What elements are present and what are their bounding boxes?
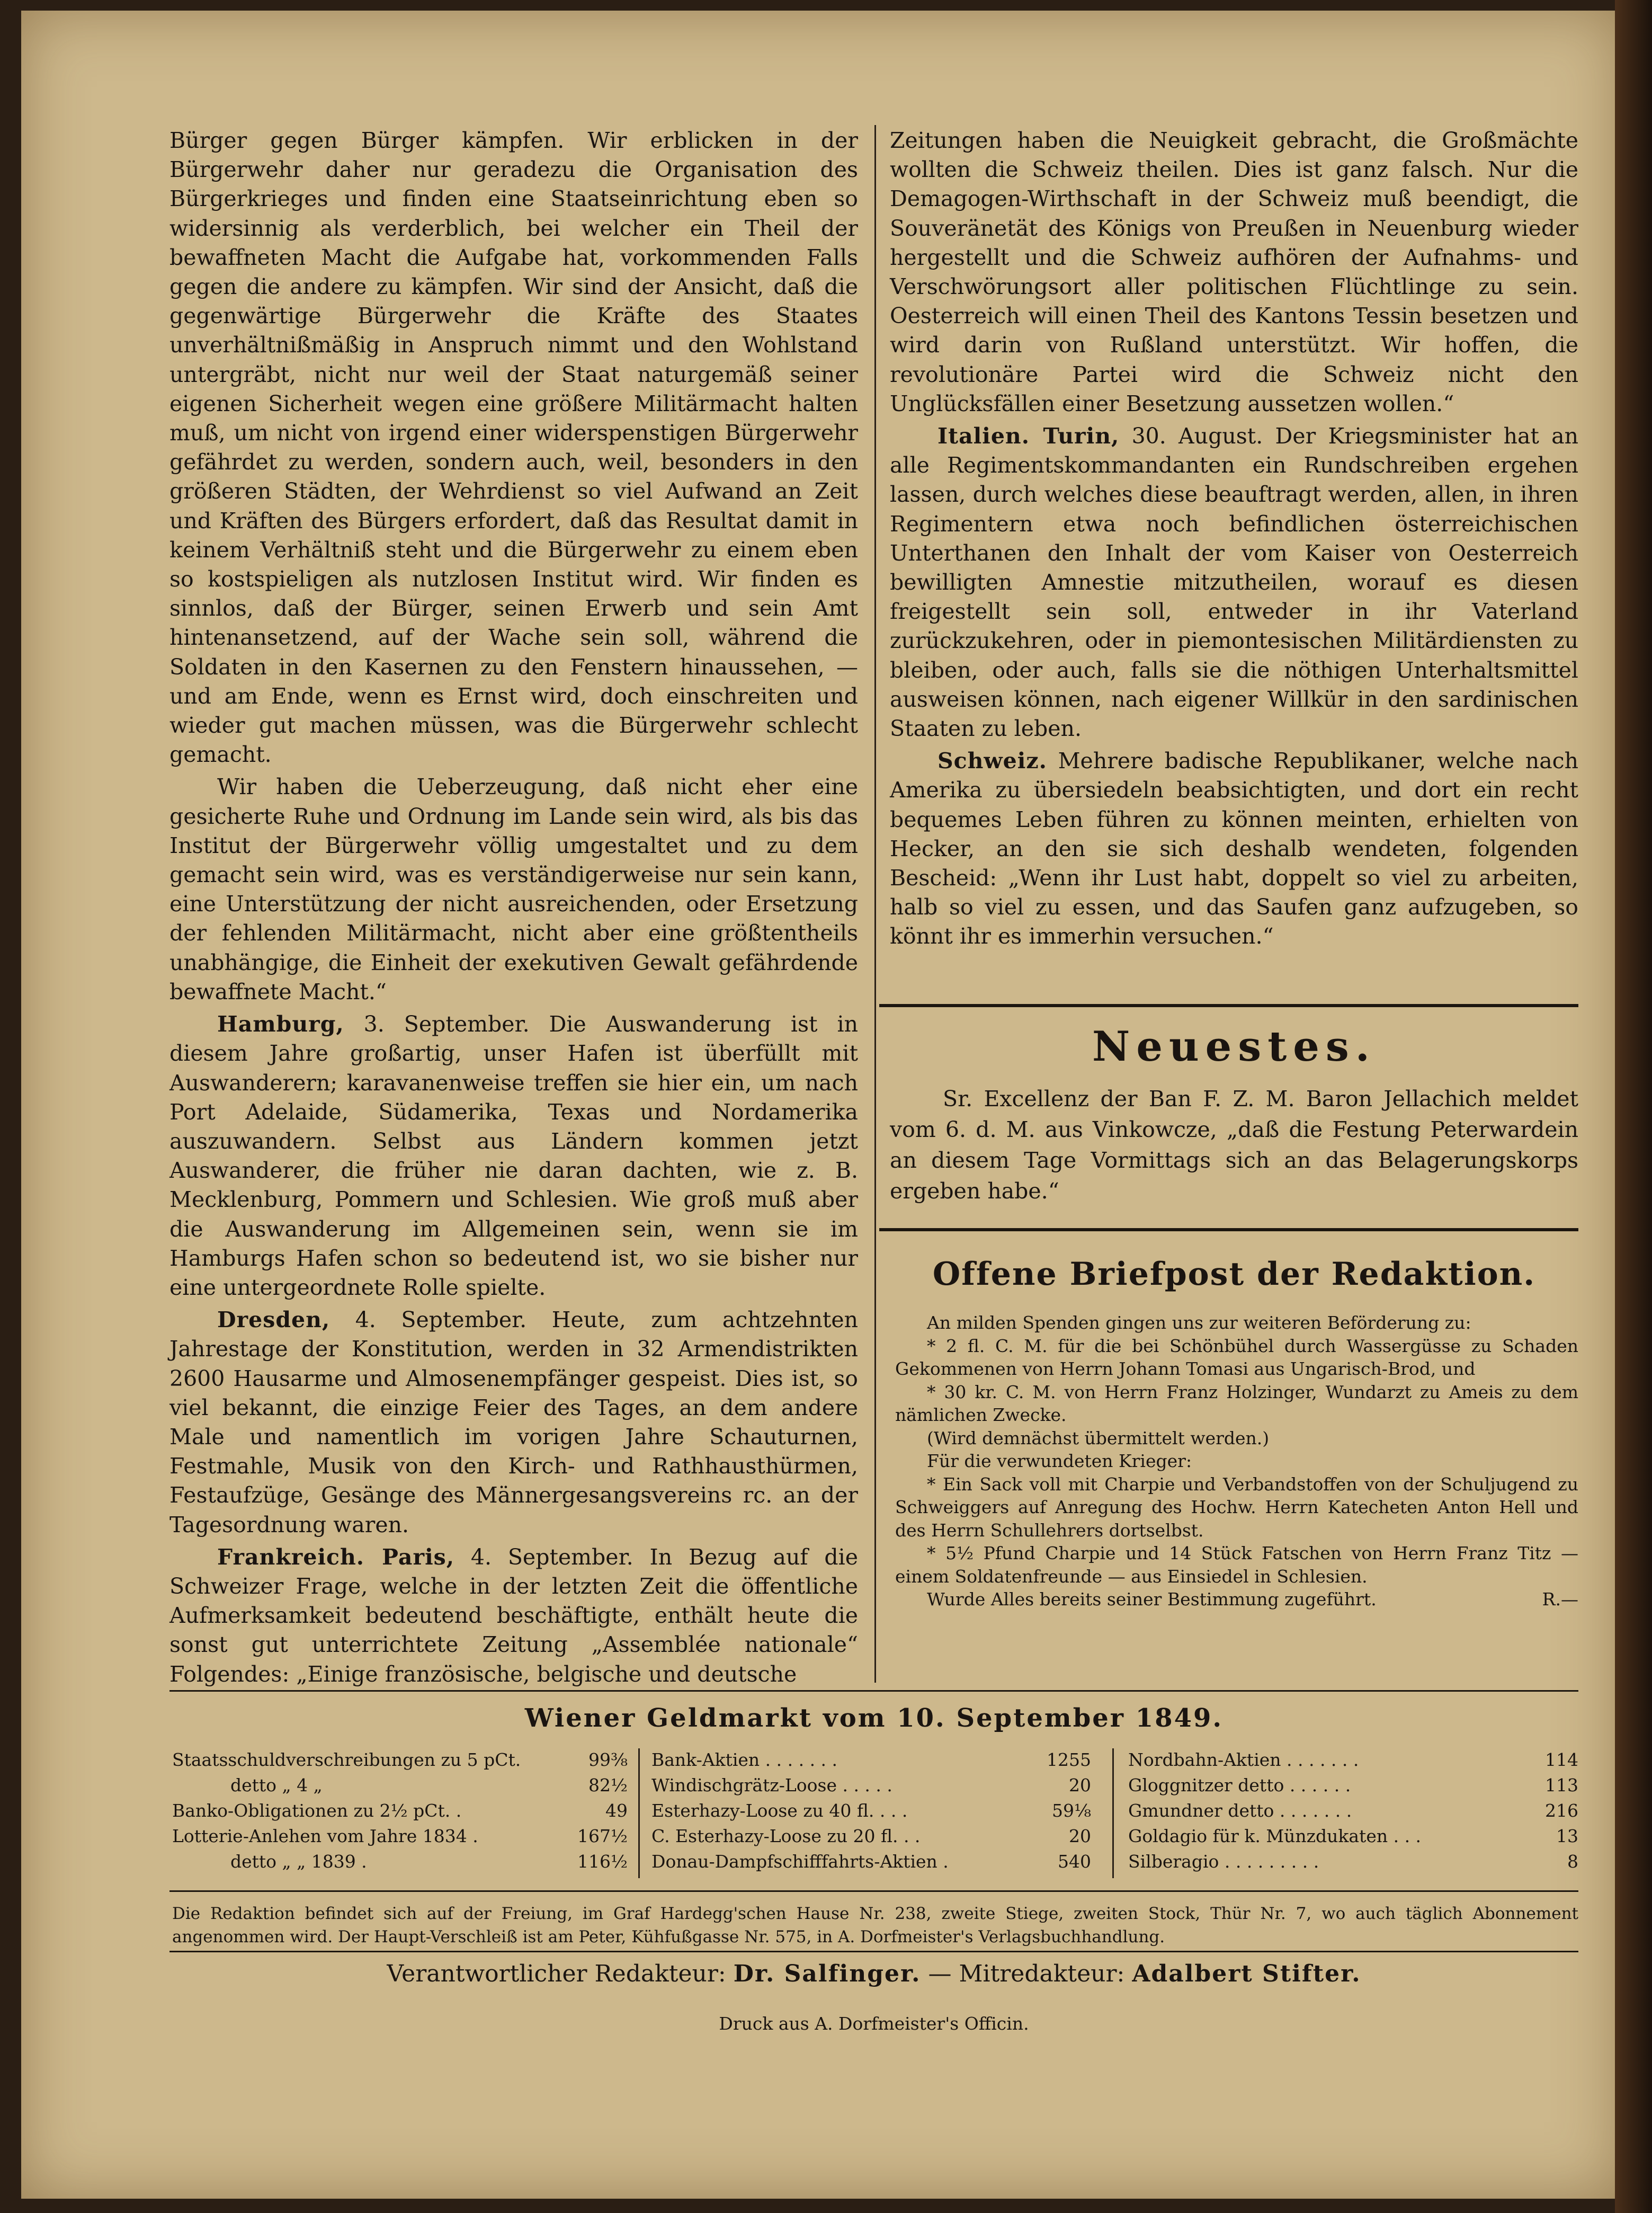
briefpost-closing: Wurde Alles bereits seiner Bestimmung zugeführt. R.— bbox=[895, 1588, 1578, 1611]
market-row: Gloggnitzer detto . . . . . . 113 bbox=[1128, 1775, 1578, 1796]
geldmarkt-column-2 bbox=[651, 1747, 1091, 1874]
dateline-place: Schweiz. bbox=[937, 748, 1047, 774]
article-paragraph: Zeitungen haben die Neuigkeit gebracht, die Großmächte wollten die Schweiz theilen. Dies ist ganz falsch. Nur die Demagogen-Wirthschaft in der Schweiz muß beendigt, die Souveränetät des Königs von Preußen in Neuenburg wieder hergestellt und die Schweiz aufhören der Aufnahms- und Verschwörungsort aller politischen Flüchtlinge zu sein. Oesterreich will einen Theil des Kantons Tessin besetzen und wird darin von Rußland unterstützt. Wir hoffen, die revolutionäre Partei wird die Schweiz nicht den Unglücksfällen einer Besetzung aussetzen wollen.“ bbox=[890, 128, 1578, 416]
article-hamburg: Hamburg, 3. September. Die Auswanderung ist in diesem Jahre großartig, unser Hafen ist überfüllt mit Auswanderern; karavanenweise treffen sie hier ein, um nach Port Adelaide, Südamerika, Texas und Nordamerika auszuwandern. Selbst aus Ländern kommen jetzt Auswanderer, die früher nie daran dachten, wie z. B. Mecklenburg, Pommern und Schlesien. Wie groß muß aber die Auswanderung im Allgemeinen sein, wenn sie im Hamburgs Hafen schon so bedeutend ist, wo sie bisher nur eine untergeordnete Rolle spielte. bbox=[169, 1011, 858, 1300]
section-rule bbox=[879, 1004, 1578, 1007]
editor-line: Verantwortlicher Redakteur: Dr. Salfinger. — Mitredakteur: Adalbert Stifter. bbox=[387, 1960, 1361, 1987]
section-rule bbox=[879, 1228, 1578, 1231]
briefpost-line: (Wird demnächst übermittelt werden.) bbox=[927, 1427, 1270, 1448]
market-row: Gmundner detto . . . . . . . 216 bbox=[1128, 1800, 1578, 1821]
section-rule bbox=[169, 1890, 1578, 1892]
article-paragraph: Wir haben die Ueberzeugung, daß nicht eher eine gesicherte Ruhe und Ordnung im Lande sein wird, als bis das Institut der Bürgerwehr völlig umgestaltet und zu dem gemacht sein wird, was es verständigerweise nur sein kann, eine Unterstützung der nicht ausreichenden, oder Ersetzung der fehlenden Militärmacht, nicht aber eine größtentheils unabhängige, die Einheit der exekutiven Gewalt gefährdende bewaffnete Macht.“ bbox=[169, 774, 858, 1005]
briefpost-line: An milden Spenden gingen uns zur weiteren Beförderung zu: bbox=[927, 1312, 1471, 1333]
article-paragraph: Bürger gegen Bürger kämpfen. Wir erblicken in der Bürgerwehr daher nur geradezu die Organisation des Bürgerkrieges und finden eine Staatseinrichtung eben so widersinnig als verderblich, bei welcher ein Theil der bewaffneten Macht die Aufgabe hat, vorkommenden Falls gegen die andere zu kämpfen. Wir sind der Ansicht, daß die gegenwärtige Bürgerwehr die Kräfte des Staates unverhältnißmäßig in Anspruch nimmt und den Wohlstand untergräbt, nicht nur weil der Staat naturgemäß seiner eigenen Sicherheit wegen eine größere Militärmacht halten muß, um nicht von irgend einer widerspenstigen Bürgerwehr gefährdet zu werden, sondern auch, weil, besonders in den größeren Städten, der Wehrdienst so viel Aufwand an Zeit und Kräften des Bürgers erfordert, daß das Resultat damit in keinem Verhältniß steht und die Bürgerwehr zu einem eben so kostspieligen als nutzlosen Institut wird. Wir finden es sinnlos, daß der Bürger, seinen Erwerb und sein Amt hintenansetzend, auf der Wache sein soll, während die Soldaten in den Kasernen zu den Fenstern hinaussehen, — und am Ende, wenn es Ernst wird, doch einschreiten und wieder gut machen müssen, was die Bürgerwehr schlecht gemacht. bbox=[169, 128, 858, 768]
market-row: detto „ 4 „ 82½ bbox=[230, 1775, 628, 1796]
right-column bbox=[890, 126, 1578, 955]
dateline-place: Italien. Turin, bbox=[937, 423, 1120, 449]
briefpost-line: * 30 kr. C. M. von Herrn Franz Holzinger, Wundarzt zu Ameis zu dem nämlichen Zwecke. bbox=[895, 1381, 1578, 1425]
market-divider bbox=[638, 1748, 640, 1878]
co-editor: Adalbert Stifter. bbox=[1132, 1960, 1361, 1987]
article-italien: Italien. Turin, 30. August. Der Kriegsminister hat an alle Regimentskommandanten ein Rundschreiben ergehen lassen, durch welches diese beauftragt werden, allen, in ihren Regimentern etwa noch befindlichen österreichischen Unterthanen den Inhalt der vom Kaiser von Oesterreich bewilligten Amnestie mitzutheilen, worauf es diesen freigestellt sein soll, entweder in ihr Vaterland zurückzukehren, oder in piemontesischen Militärdiensten zu bleiben, oder auch, falls sie die nöthigen Unterhaltsmittel ausweisen können, nach eigener Willkür in den sardinischen Staaten zu leben. bbox=[890, 423, 1578, 742]
market-row: Esterhazy-Loose zu 40 fl. . . . 59⅛ bbox=[651, 1800, 1091, 1821]
market-divider bbox=[1112, 1748, 1114, 1878]
dateline-place: Hamburg, bbox=[217, 1011, 344, 1037]
article-schweiz: Schweiz. Mehrere badische Republikaner, welche nach Amerika zu übersiedeln beabsichtigten, und dort ein recht bequemes Leben führen zu können meinten, erhielten von Hecker, an den sie sich deshalb wendeten, folgenden Bescheid: „Wenn ihr Lust habt, doppelt so viel zu arbeiten, halb so viel zu essen, und das Saufen ganz aufzugeben, so könnt ihr es immerhin versuchen.“ bbox=[890, 748, 1578, 949]
signature: R.— bbox=[1542, 1589, 1578, 1610]
section-rule bbox=[169, 1690, 1578, 1692]
neuestes-text: Sr. Excellenz der Ban F. Z. M. Baron Jellachich meldet vom 6. d. M. aus Vinkowcze, „daß die Festung Peterwardein an diesem Tage Vormittags sich an das Belagerungskorps ergeben habe.“ bbox=[890, 1086, 1578, 1204]
market-row: C. Esterhazy-Loose zu 20 fl. . . 20 bbox=[651, 1826, 1091, 1846]
market-row: Donau-Dampfschifffahrts-Aktien . 540 bbox=[651, 1851, 1091, 1872]
article-frankreich: Frankreich. Paris, 4. September. In Bezug auf die Schweizer Frage, welche in der letzten Zeit die öffentliche Aufmerksamkeit bedeutend beschäftigte, enthält heute die sonst gut unterrichtete Zeitung „Assemblée nationale“ Folgendes: „Einige französische, belgische und deutsche bbox=[169, 1544, 859, 1687]
geldmarkt-column-3 bbox=[1128, 1747, 1578, 1874]
geldmarkt-column-1 bbox=[172, 1747, 628, 1874]
market-row: detto „ „ 1839 . 116½ bbox=[230, 1851, 628, 1872]
briefpost-line: * 5½ Pfund Charpie und 14 Stück Fatschen von Herrn Franz Titz — einem Soldatenfreunde — aus Einsiedel in Schlesien. bbox=[895, 1543, 1578, 1587]
market-row: Silberagio . . . . . . . . . 8 bbox=[1128, 1851, 1578, 1872]
briefpost-line: * 2 fl. C. M. für die bei Schönbühel durch Wassergüsse zu Schaden Gekommenen von Herrn Johann Tomasi aus Ungarisch-Brod, und bbox=[895, 1335, 1578, 1379]
market-row: Banko-Obligationen zu 2½ pCt. . 49 bbox=[172, 1800, 628, 1821]
neuestes-section bbox=[890, 1083, 1578, 1206]
briefpost-line: * Ein Sack voll mit Charpie und Verbandstoffen von der Schuljugend zu Schweiggers auf Anregung des Hochw. Herrn Katecheten Anton Hell und des Herrn Schullehrers dortselbst. bbox=[895, 1473, 1578, 1541]
market-row: Staatsschuldverschreibungen zu 5 pCt. 99⅜ bbox=[172, 1749, 628, 1770]
column-divider bbox=[874, 125, 876, 1683]
book-binding bbox=[1615, 0, 1652, 2213]
market-row: Bank-Aktien . . . . . . . 1255 bbox=[651, 1749, 1091, 1770]
article-dresden: Dresden, 4. September. Heute, zum achtzehnten Jahrestage der Konstitution, werden in 32 Armendistrikten 2600 Hausarme und Almosenempfänger gespeist. Dies ist, so viel bekannt, die einzige Feier des Tages, an dem andere Male und namentlich im vorigen Jahre Schauturnen, Festmahle, Musik von den Kirch- und Rathhausthürmen, Festaufzüge, Gesänge des Männergesangsvereins rc. an der Tagesordnung waren. bbox=[169, 1307, 858, 1537]
briefpost-line: Für die verwundeten Krieger: bbox=[927, 1451, 1192, 1471]
redaktion-info: Die Redaktion befindet sich auf der Freiung, im Graf Hardegg'schen Hause Nr. 238, zweite Stiege, zweiten Stock, Thür Nr. 7, wo auch täglich Abonnement angenommen wird. Der Haupt-Verschleiß ist am Peter, Kühfußgasse Nr. 575, in A. Dorfmeister's Verlagsbuchhandlung. bbox=[172, 1904, 1578, 1947]
neuestes-heading: Neuestes. bbox=[1092, 1023, 1376, 1071]
printer-line: Druck aus A. Dorfmeister's Officin. bbox=[719, 2013, 1029, 2034]
market-row: Lotterie-Anlehen vom Jahre 1834 . 167½ bbox=[172, 1826, 628, 1846]
briefpost-section bbox=[895, 1311, 1578, 1611]
market-row: Goldagio für k. Münzdukaten . . . 13 bbox=[1128, 1826, 1578, 1846]
market-row: Nordbahn-Aktien . . . . . . . 114 bbox=[1128, 1749, 1578, 1770]
dateline-place: Dresden, bbox=[217, 1307, 331, 1333]
left-column bbox=[169, 126, 858, 1692]
section-rule bbox=[169, 1951, 1578, 1952]
market-row: Windischgrätz-Loose . . . . . 20 bbox=[651, 1775, 1091, 1796]
briefpost-heading: Offene Briefpost der Redaktion. bbox=[932, 1256, 1536, 1293]
geldmarkt-heading: Wiener Geldmarkt vom 10. September 1849. bbox=[524, 1703, 1224, 1733]
dateline-place: Frankreich. Paris, bbox=[217, 1544, 455, 1570]
responsible-editor: Dr. Salfinger. bbox=[733, 1960, 921, 1987]
